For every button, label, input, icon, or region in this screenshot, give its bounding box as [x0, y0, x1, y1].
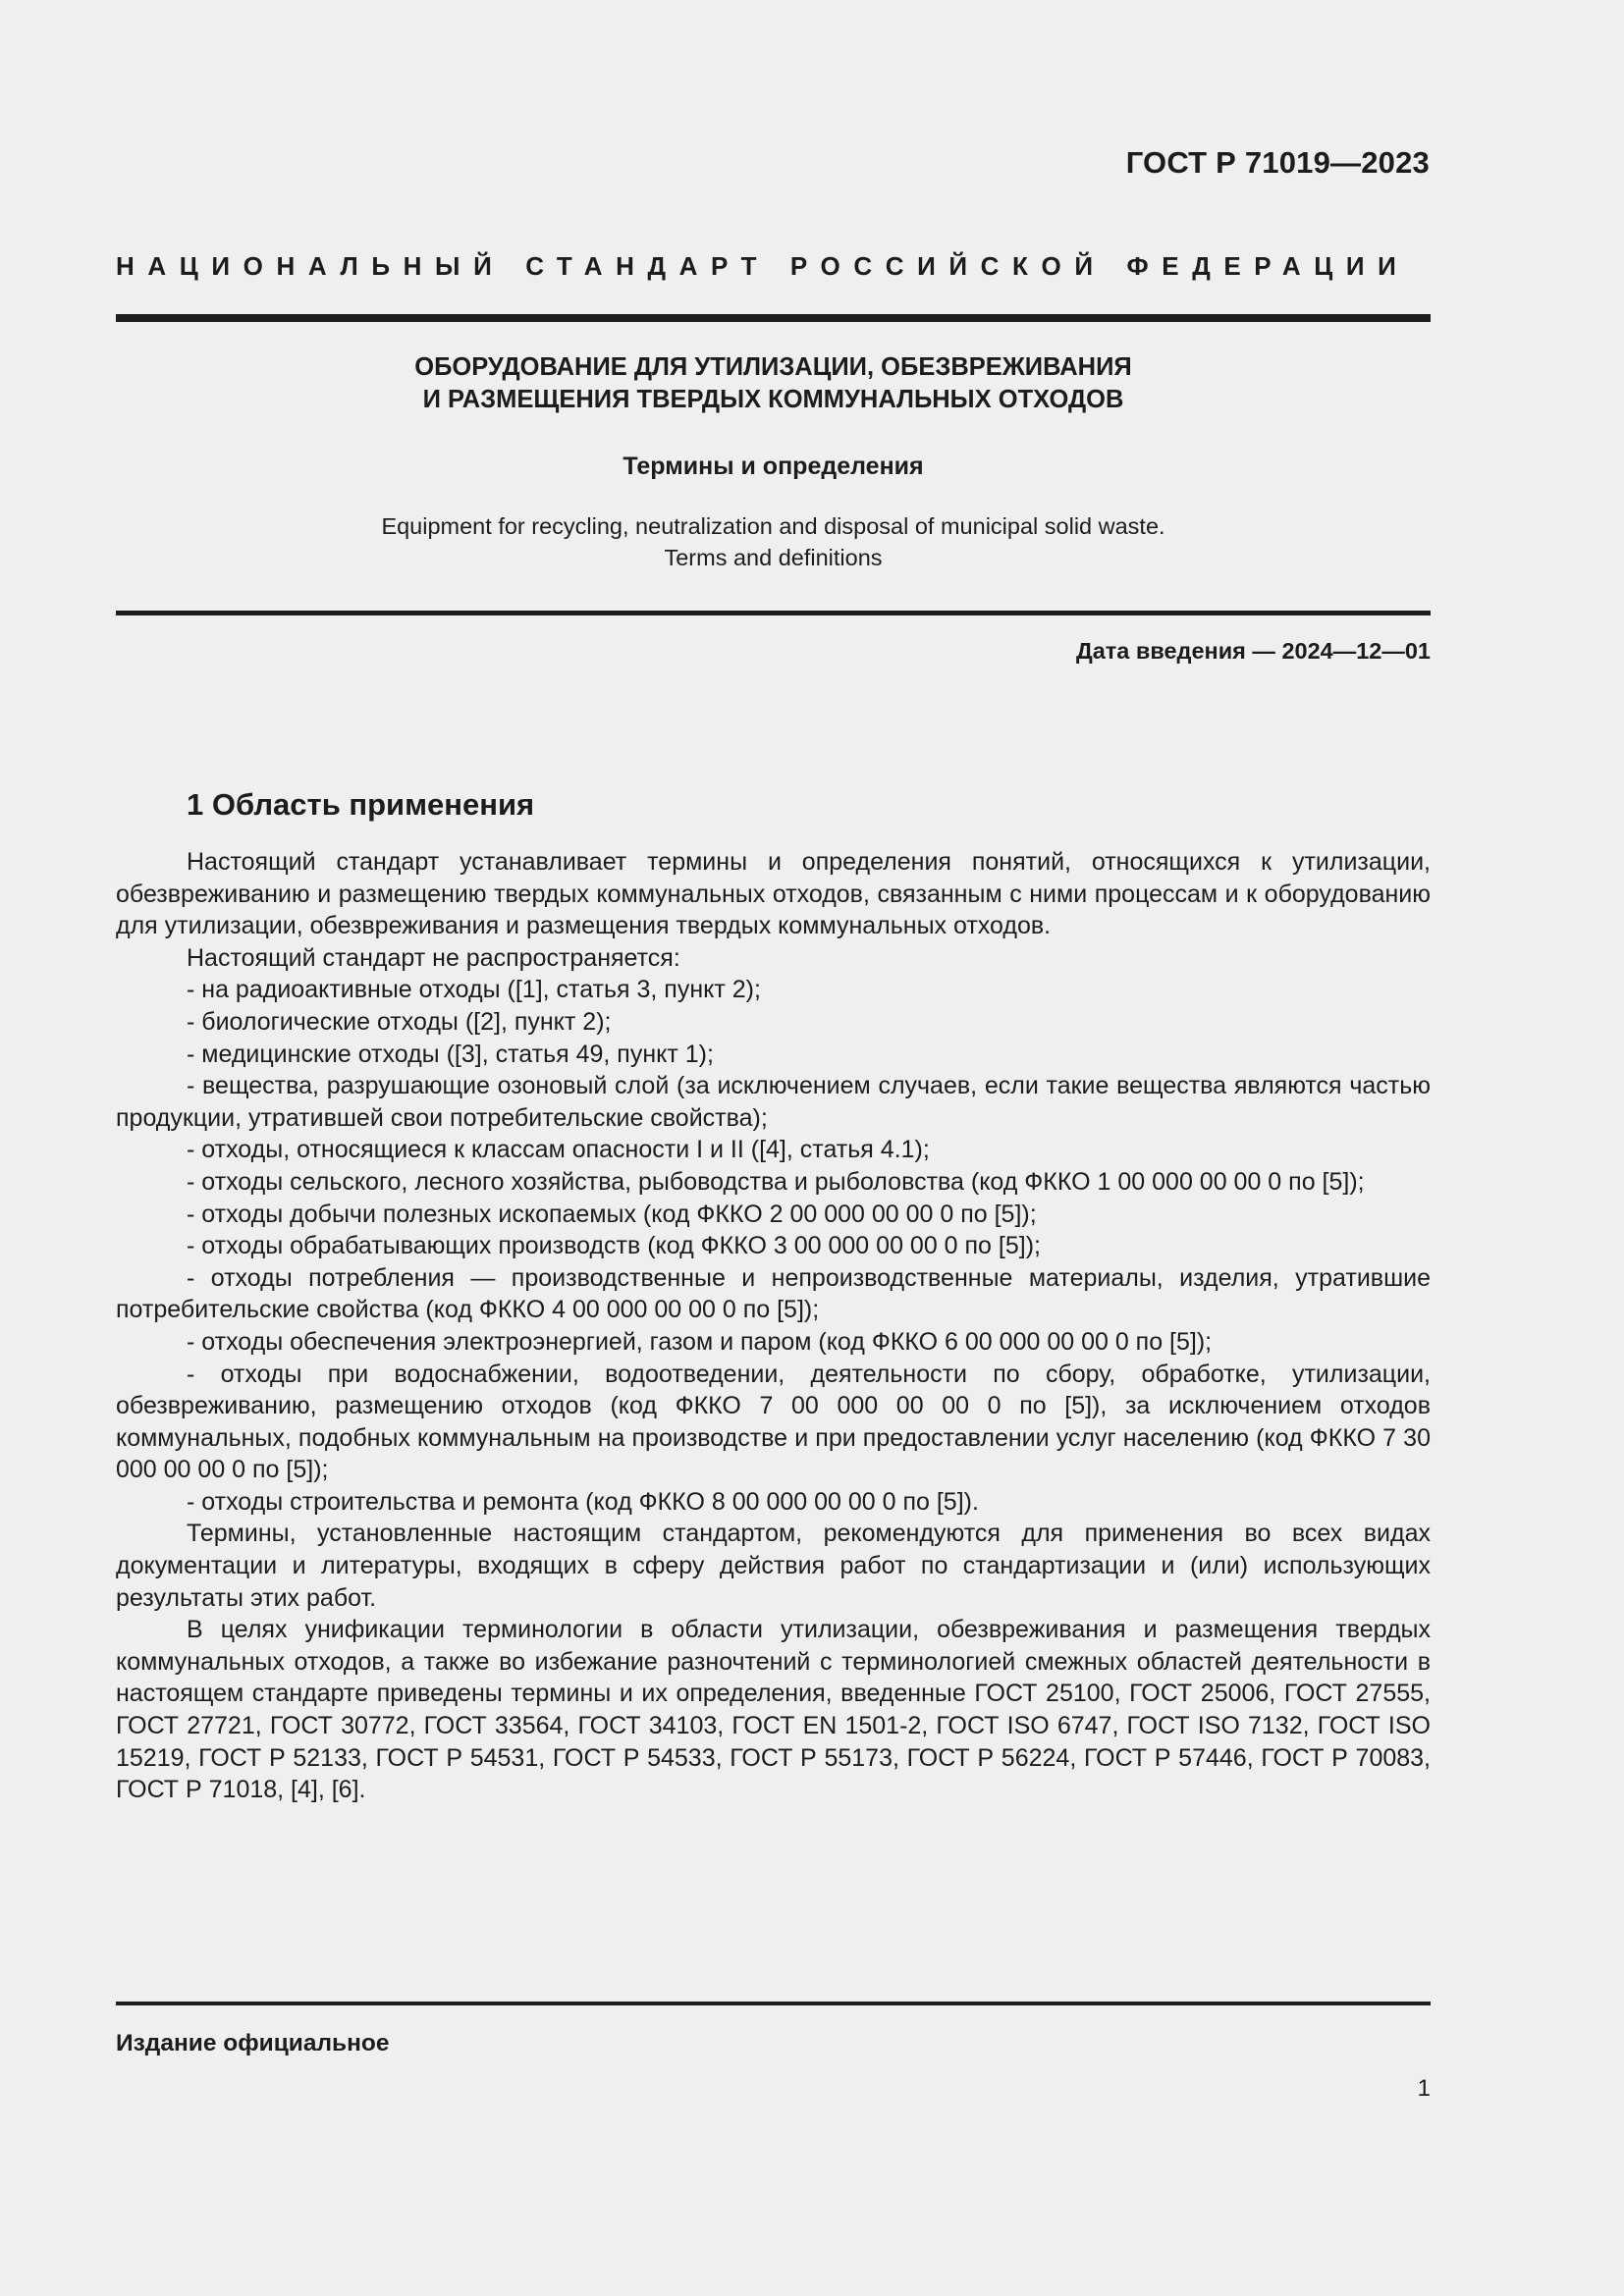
- document-subtitle: Термины и определения: [623, 453, 924, 480]
- paragraph: Настоящий стандарт устанавливает термины и определения понятий, относящихся к утилизации, обезвреживанию и размещению твердых коммунальных отходов, связанным с ними процессам и к оборудованию для утилизации, обезвреживания и размещения твердых коммунальных отходов.: [116, 848, 1431, 940]
- national-standard-banner: НАЦИОНАЛЬНЫЙ СТАНДАРТ РОССИЙСКОЙ ФЕДЕРАЦИИ: [116, 251, 1410, 281]
- title-line-1: ОБОРУДОВАНИЕ ДЛЯ УТИЛИЗАЦИИ, ОБЕЗВРЕЖИВАНИЯ: [414, 353, 1132, 381]
- page-number: 1: [1417, 2075, 1431, 2102]
- list-item: - отходы обеспечения электроэнергией, газом и паром (код ФККО 6 00 000 00 00 0 по [5]);: [187, 1327, 1213, 1356]
- bottom-divider: [116, 2002, 1431, 2005]
- paragraph: В целях унификации терминологии в области утилизации, обезвреживания и размещения твердых коммунальных отходов, а также во избежание разночтений с терминологией смежных областей деятельности в настоящем стандарте приведены термины и их определения, введенные ГОСТ 25100, ГОСТ 25006, ГОСТ 27555, ГОСТ 27721, ГОСТ 30772, ГОСТ 33564, ГОСТ 34103, ГОСТ EN 1501-2, ГОСТ ISO 6747, ГОСТ ISO 7132, ГОСТ ISO 15219, ГОСТ Р 52133, ГОСТ Р 54531, ГОСТ Р 54533, ГОСТ Р 55173, ГОСТ Р 56224, ГОСТ Р 57446, ГОСТ Р 70083, ГОСТ Р 71018, [4], [6].: [116, 1616, 1431, 1804]
- list-item: - отходы сельского, лесного хозяйства, рыбоводства и рыболовства (код ФККО 1 00 000 00 00 0 по [5]);: [187, 1167, 1365, 1196]
- list-item: - отходы строительства и ремонта (код ФККО 8 00 000 00 00 0 по [5]).: [187, 1487, 979, 1516]
- official-edition-label: Издание официальное: [116, 2030, 390, 2056]
- paragraph: Термины, установленные настоящим стандартом, рекомендуются для применения во всех видах документации и литературы, входящих в сферу действия работ по стандартизации и (или) использующих результаты этих работ.: [116, 1520, 1431, 1612]
- list-item: - биологические отходы ([2], пункт 2);: [187, 1007, 612, 1036]
- section-body: [116, 846, 1431, 1806]
- list-item: - отходы потребления — производственные и непроизводственные материалы, изделия, утратившие потребительские свойства (код ФККО 4 00 000 00 00 0 по [5]);: [116, 1263, 1431, 1324]
- introduction-date: Дата введения — 2024—12—01: [1075, 638, 1431, 664]
- document-title: [116, 351, 1431, 416]
- list-item: - отходы обрабатывающих производств (код ФККО 3 00 000 00 00 0 по [5]);: [187, 1232, 1041, 1260]
- list-item: - отходы добычи полезных ископаемых (код ФККО 2 00 000 00 00 0 по [5]);: [187, 1200, 1037, 1228]
- english-title: [116, 510, 1431, 573]
- english-title-line-1: Equipment for recycling, neutralization and disposal of municipal solid waste.: [381, 513, 1165, 539]
- middle-divider: [116, 611, 1431, 615]
- top-divider: [116, 314, 1431, 322]
- list-item: - вещества, разрушающие озоновый слой (за исключением случаев, если такие вещества являются частью продукции, утратившей свои потребительские свойства);: [116, 1072, 1431, 1132]
- section-heading: 1 Область применения: [187, 787, 535, 822]
- list-item: - отходы, относящиеся к классам опасности I и II ([4], статья 4.1);: [187, 1136, 930, 1164]
- title-line-2: И РАЗМЕЩЕНИЯ ТВЕРДЫХ КОММУНАЛЬНЫХ ОТХОДОВ: [422, 386, 1124, 413]
- list-item: - на радиоактивные отходы ([1], статья 3, пункт 2);: [187, 976, 761, 1004]
- paragraph: Настоящий стандарт не распространяется:: [187, 943, 680, 972]
- english-title-line-2: Terms and definitions: [664, 545, 883, 570]
- list-item: - отходы при водоснабжении, водоотведении, деятельности по сбору, обработке, утилизации, обезвреживанию, размещению отходов (код ФККО 7 00 000 00 00 0 по [5]), за исключением отходов коммунальных, подобных коммунальным на производстве и при предоставлении услуг населению (код ФККО 7 30 000 00 00 0 по [5]);: [116, 1360, 1431, 1484]
- list-item: - медицинские отходы ([3], статья 49, пункт 1);: [187, 1040, 714, 1068]
- document-code: ГОСТ Р 71019—2023: [1125, 145, 1430, 180]
